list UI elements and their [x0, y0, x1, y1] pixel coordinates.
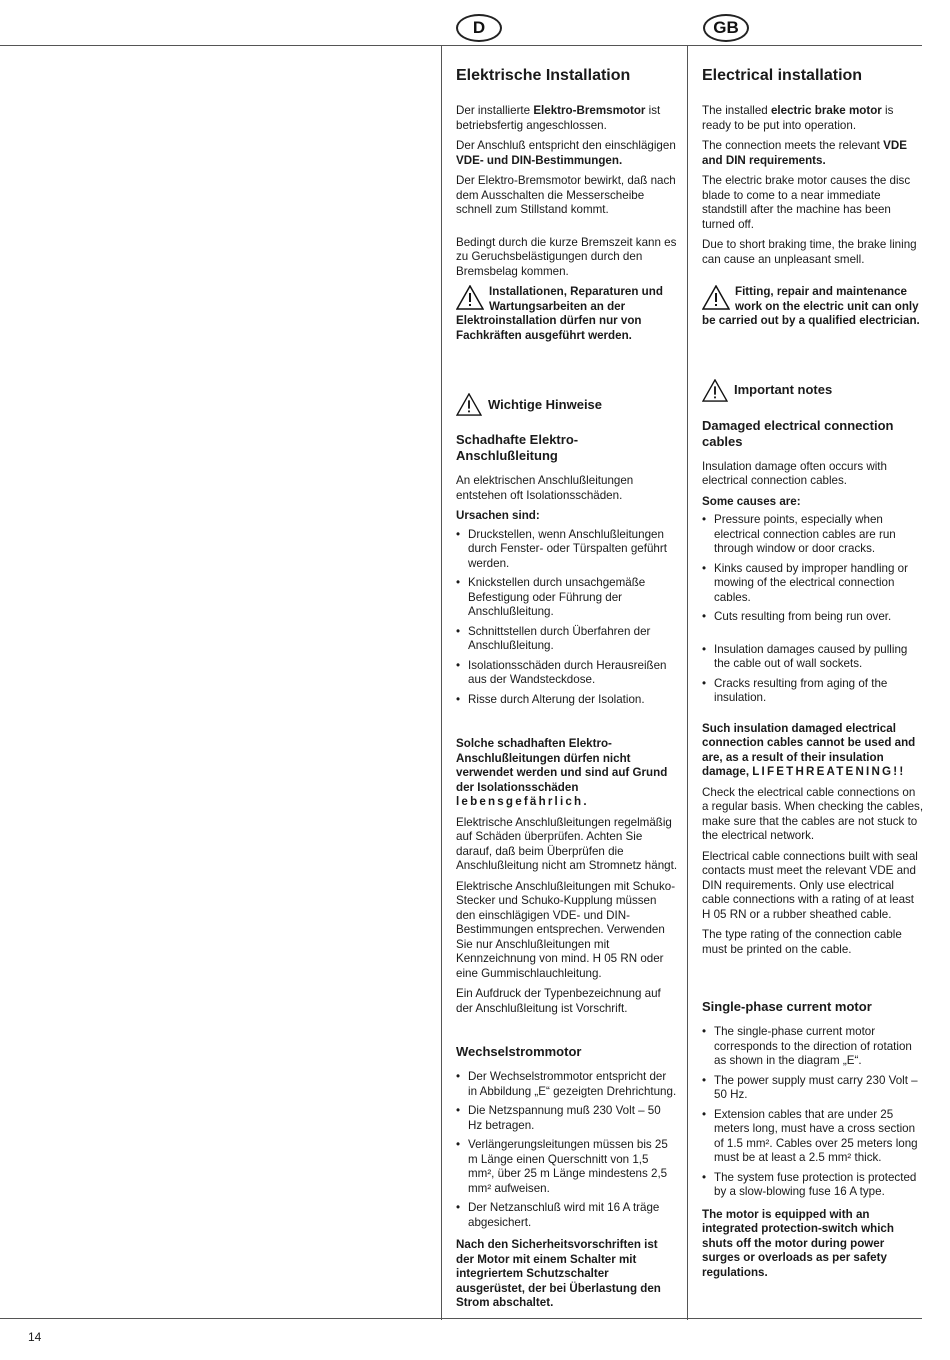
danger-paragraph: Such insulation damaged electrical connection cables cannot be used and are, as a result of their insulation damage, LIFETHREATENING!!: [702, 721, 916, 778]
warning-icon: [456, 285, 484, 310]
list-item: • Knickstellen durch unsachgemäße Befestigung oder Führung der Anschlußleitung.: [456, 576, 678, 620]
list-item: • Risse durch Alterung der Isolation.: [456, 693, 678, 708]
type-print-paragraph: Ein Aufdruck der Typenbezeichnung auf der Anschlußleitung ist Vorschrift.: [456, 987, 661, 1015]
list-item: • Extension cables that are under 25 meters long, must have a cross section of 1.5 mm². Cables over 25 meters long must be at least a 2.5 mm² thick.: [702, 1108, 924, 1166]
list-item: • Schnittstellen durch Überfahren der Anschlußleitung.: [456, 625, 678, 654]
check-paragraph: Elektrische Anschlußleitungen regelmäßig auf Schäden überprüfen. Achten Sie darauf, daß beim Überprüfen die Anschlußleitung nicht am Stromnetz hängt.: [456, 815, 678, 872]
regulations-paragraph: Der Anschluß entspricht den einschlägigen VDE- und DIN-Bestimmungen.: [456, 139, 676, 167]
intro-paragraph: Der installierte Elektro-Bremsmotor ist betriebsfertig angeschlossen.: [456, 104, 661, 132]
warning-icon: [456, 393, 482, 416]
regulations-paragraph: The connection meets the relevant VDE and DIN requirements.: [702, 139, 907, 167]
causes-title: Some causes are:: [702, 494, 801, 508]
warning-icon: [702, 379, 728, 402]
bottom-rule: [0, 1318, 922, 1319]
list-item: • Cracks resulting from aging of the insulation.: [702, 677, 924, 706]
motor-list: [702, 1025, 924, 1200]
danger-paragraph: Solche schadhaften Elektro-Anschlußleitungen dürfen nicht verwendet werden und sind auf Grund der Isolationsschäden lebensgefährlich.: [456, 737, 668, 808]
brake-paragraph: The electric brake motor causes the disc blade to come to a near immediate standstill after the machine has been turned off.: [702, 174, 911, 231]
page-number: 14: [28, 1330, 42, 1344]
list-item: • Pressure points, especially when electrical connection cables are run through window or door cracks.: [702, 513, 924, 557]
damaged-cables-paragraph: An elektrischen Anschlußleitungen entstehen oft Isolationsschäden.: [456, 474, 634, 502]
column-divider-left: [441, 45, 442, 1320]
damaged-cables-paragraph: Insulation damage often occurs with electrical connection cables.: [702, 459, 887, 487]
motor-title: Wechselstrommotor: [456, 1044, 582, 1059]
list-item: • The system fuse protection is protected by a slow-blowing fuse 16 A type.: [702, 1171, 924, 1200]
seal-contacts-paragraph: Electrical cable connections built with seal contacts must meet the relevant VDE and DIN requirements. Only use electrical cable connections with a rating of at least H 05 RN or a rubber sheathed cable.: [702, 849, 918, 921]
type-print-paragraph: The type rating of the connection cable must be printed on the cable.: [702, 928, 902, 956]
warning-icon: [702, 285, 730, 310]
list-item: • The power supply must carry 230 Volt – 50 Hz.: [702, 1074, 924, 1103]
motor-safety-paragraph: The motor is equipped with an integrated protection-switch which shuts off the motor during power surges or overloads as per safety regulations.: [702, 1207, 894, 1279]
brake-paragraph: Der Elektro-Bremsmotor bewirkt, daß nach dem Ausschalten die Messerscheibe schnell zum Stillstand kommt.: [456, 174, 676, 216]
top-rule: [0, 45, 922, 46]
causes-list: [456, 528, 678, 708]
language-badge-gb: GB: [703, 14, 749, 42]
section-title-electrical-installation: Elektrische Installation: [456, 67, 631, 84]
language-badge-de: D: [456, 14, 502, 42]
list-item: • Cuts resulting from being run over.: [702, 610, 924, 625]
intro-paragraph: The installed electric brake motor is ready to be put into operation.: [702, 104, 894, 132]
list-item: • Die Netzspannung muß 230 Volt – 50 Hz betragen.: [456, 1104, 678, 1133]
column-divider-right: [687, 45, 688, 1320]
list-item: • Verlängerungsleitungen müssen bis 25 m Länge einen Querschnitt von 1,5 mm², über 25 m Länge mindestens 2,5 mm² aufweisen.: [456, 1138, 678, 1196]
motor-safety-paragraph: Nach den Sicherheitsvorschriften ist der Motor mit einem Schalter mit integriertem Schutzschalter ausgerüstet, der bei Überlastung den Strom abschaltet.: [456, 1238, 661, 1309]
list-item: • The single-phase current motor corresponds to the direction of rotation as shown in the diagram „E“.: [702, 1025, 924, 1069]
smell-paragraph: Bedingt durch die kurze Bremszeit kann es zu Geruchsbelästigungen durch den Bremsbelag kommen.: [456, 235, 677, 278]
english-column: [702, 66, 924, 1286]
list-item: • Der Netzanschluß wird mit 16 A träge abgesichert.: [456, 1201, 678, 1230]
schuko-paragraph: Elektrische Anschlußleitungen mit Schuko-Stecker und Schuko-Kupplung müssen den einschlägigen VDE- und DIN-Bestimmungen entsprechen. Verwenden Sie nur Anschlußleitungen mit Kennzeichnung von mind. H 05 RN oder eine Gummischlauchleitung.: [456, 879, 676, 980]
german-column: [456, 66, 678, 1317]
list-item: • Kinks caused by improper handling or mowing of the electrical connection cables.: [702, 562, 924, 606]
damaged-cables-title: Schadhafte Elektro-Anschlußleitung: [456, 432, 579, 463]
list-item: • Druckstellen, wenn Anschlußleitungen durch Fenster- oder Türspalten geführt werden.: [456, 528, 678, 572]
warning-block: Fitting, repair and maintenance work on the electric unit can only be carried out by a qualified electrician.: [702, 285, 920, 327]
list-item: • Isolationsschäden durch Herausreißen aus der Wandsteckdose.: [456, 659, 678, 688]
warning-block: Installationen, Reparaturen und Wartungsarbeiten an der Elektroinstallation dürfen nur von Fachkräften ausgeführt werden.: [456, 285, 663, 342]
important-notes-heading: Important notes: [702, 379, 924, 402]
causes-list: [702, 513, 924, 706]
smell-paragraph: Due to short braking time, the brake lining can cause an unpleasant smell.: [702, 238, 917, 266]
motor-title: Single-phase current motor: [702, 999, 872, 1014]
important-notes-heading: Wichtige Hinweise: [456, 393, 678, 416]
causes-title: Ursachen sind:: [456, 509, 540, 522]
list-item: • Der Wechselstrommotor entspricht der in Abbildung „E“ gezeigten Drehrichtung.: [456, 1070, 678, 1099]
motor-list: [456, 1070, 678, 1230]
list-item: • Insulation damages caused by pulling the cable out of wall sockets.: [702, 643, 924, 672]
damaged-cables-title: Damaged electrical connection cables: [702, 417, 894, 449]
section-title-electrical-installation: Electrical installation: [702, 67, 863, 84]
check-paragraph: Check the electrical cable connections on a regular basis. When checking the cables, make sure that the cables are not stuck to the electrical network.: [702, 785, 924, 842]
